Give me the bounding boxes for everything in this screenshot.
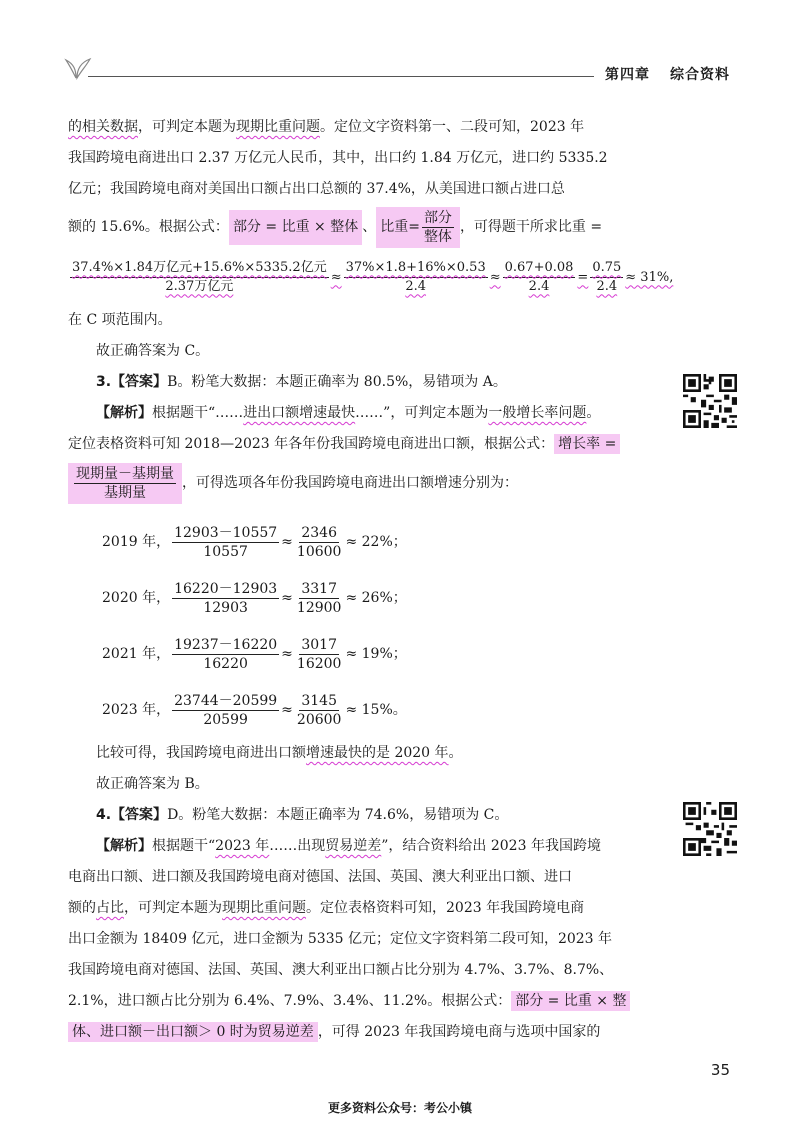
formula-line: 额的 15.6%。根据公式： 部分 = 比重 × 整体 、 比重= $\frac{\text{部分}}{\text{整体}}$ ，可得题干所求比重 = — [68, 205, 664, 249]
text-line: 我国跨境电商进出口 2.37 万亿元人民币，其中，出口约 1.84 万亿元，进口约 5335.2 — [68, 150, 608, 166]
highlight: 增长率 = — [554, 434, 620, 454]
qr-code-icon[interactable] — [683, 374, 737, 428]
growth-row: 2019 年， $\frac{12903-10557}{10557}$ ≈ $\frac{2346}{10600}$ ≈ 22%； — [102, 524, 407, 560]
text-line: 电商出口额、进口额及我国跨境电商对德国、法国、英国、澳大利亚出口额、进口 — [68, 869, 572, 885]
highlight: 部分 = 比重 × 整体 — [229, 210, 362, 245]
qr-code-icon[interactable] — [683, 802, 737, 856]
highlight: 部分 = 比重 × 整 — [511, 991, 630, 1011]
chapter-label: 第四章 — [605, 67, 650, 83]
highlight: 体、进口额－出口额＞ 0 时为贸易逆差 — [68, 1022, 318, 1042]
text-line: 额的占比，可判定本题为现期比重问题。定位表格资料可知，2023 年我国跨境电商 — [68, 900, 585, 916]
analysis-line: 【解析】根据题干“……进出口额增速最快……”，可判定本题为一般增长率问题。 — [96, 405, 601, 421]
text-line: 定位表格资料可知 2018—2023 年各年份我国跨境电商进出口额，根据公式： 增长率 = — [68, 429, 664, 460]
text-line: 的相关数据，可判定本题为现期比重问题。定位文字资料第一、二段可知，2023 年 — [68, 119, 585, 135]
text-line: 2.1%，进口额占比分别为 6.4%、7.9%、3.4%、11.2%。根据公式： 部分 = 比重 × 整 — [68, 986, 664, 1017]
text-line: 我国跨境电商对德国、法国、英国、澳大利亚出口额占比分别为 4.7%、3.7%、8.7%、 — [68, 962, 614, 978]
running-header — [605, 64, 730, 84]
page-body — [68, 112, 674, 1048]
formula-line: $\frac{\text{现期量－基期量}}{\text{基期量}}$ ，可得选项各年份我国跨境电商进出口额增速分别为： — [68, 460, 664, 506]
header-rule — [88, 76, 594, 77]
answer-line: 3.【答案】B。粉笔大数据：本题正确率为 80.5%，易错项为 A。 — [96, 374, 507, 390]
text-line: 亿元；我国跨境电商对美国出口额占出口总额的 37.4%，从美国进口额占进口总 — [68, 181, 565, 197]
text-line: 出口金额为 18409 亿元，进口金额为 5335 亿元；定位文字资料第二段可知，2023 年 — [68, 931, 613, 947]
text-line: 故正确答案为 C。 — [96, 343, 210, 359]
section-label: 综合资料 — [670, 67, 730, 83]
text-line: 故正确答案为 B。 — [96, 776, 209, 792]
text-line: 体、进口额－出口额＞ 0 时为贸易逆差 ，可得 2023 年我国跨境电商与选项中国家的 — [68, 1017, 664, 1048]
growth-row: 2023 年， $\frac{23744-20599}{20599}$ ≈ $\frac{3145}{20600}$ ≈ 15%。 — [102, 692, 407, 728]
highlight: 比重= $\frac{\text{部分}}{\text{整体}}$ — [376, 207, 460, 248]
growth-row: 2020 年， $\frac{16220-12903}{12903}$ ≈ $\frac{3317}{12900}$ ≈ 26%； — [102, 580, 407, 616]
growth-calculations — [68, 506, 664, 738]
footer-note: 更多资料公众号：考公小镇 — [327, 1101, 472, 1115]
answer-line: 4.【答案】D。粉笔大数据：本题正确率为 74.6%，易错项为 C。 — [96, 807, 509, 823]
page-number: 35 — [710, 1061, 730, 1079]
analysis-line: 【解析】根据题干“2023 年……出现贸易逆差”，结合资料给出 2023 年我国跨境 — [96, 838, 601, 854]
highlight: $\frac{\text{现期量－基期量}}{\text{基期量}}$ — [68, 463, 182, 504]
text-line: 比较可得，我国跨境电商进出口额增速最快的是 2020 年。 — [96, 745, 463, 761]
calculation-line: $\frac{\text{37.4\%×1.84万亿元+15.6\%×5335.2亿元}}{\text{2.37万亿元}}$ ≈ $\frac{37\%\times 1.8+16\%\times 0.53}{2.4}$ ≈ $\frac{0.67+0.08}{2.4}$ = $\frac{0.75}{2.4}$ ≈ 31%, — [72, 259, 674, 294]
text-line: 在 C 项范围内。 — [68, 312, 172, 328]
growth-row: 2021 年， $\frac{19237-16220}{16220}$ ≈ $\frac{3017}{16200}$ ≈ 19%； — [102, 636, 407, 672]
